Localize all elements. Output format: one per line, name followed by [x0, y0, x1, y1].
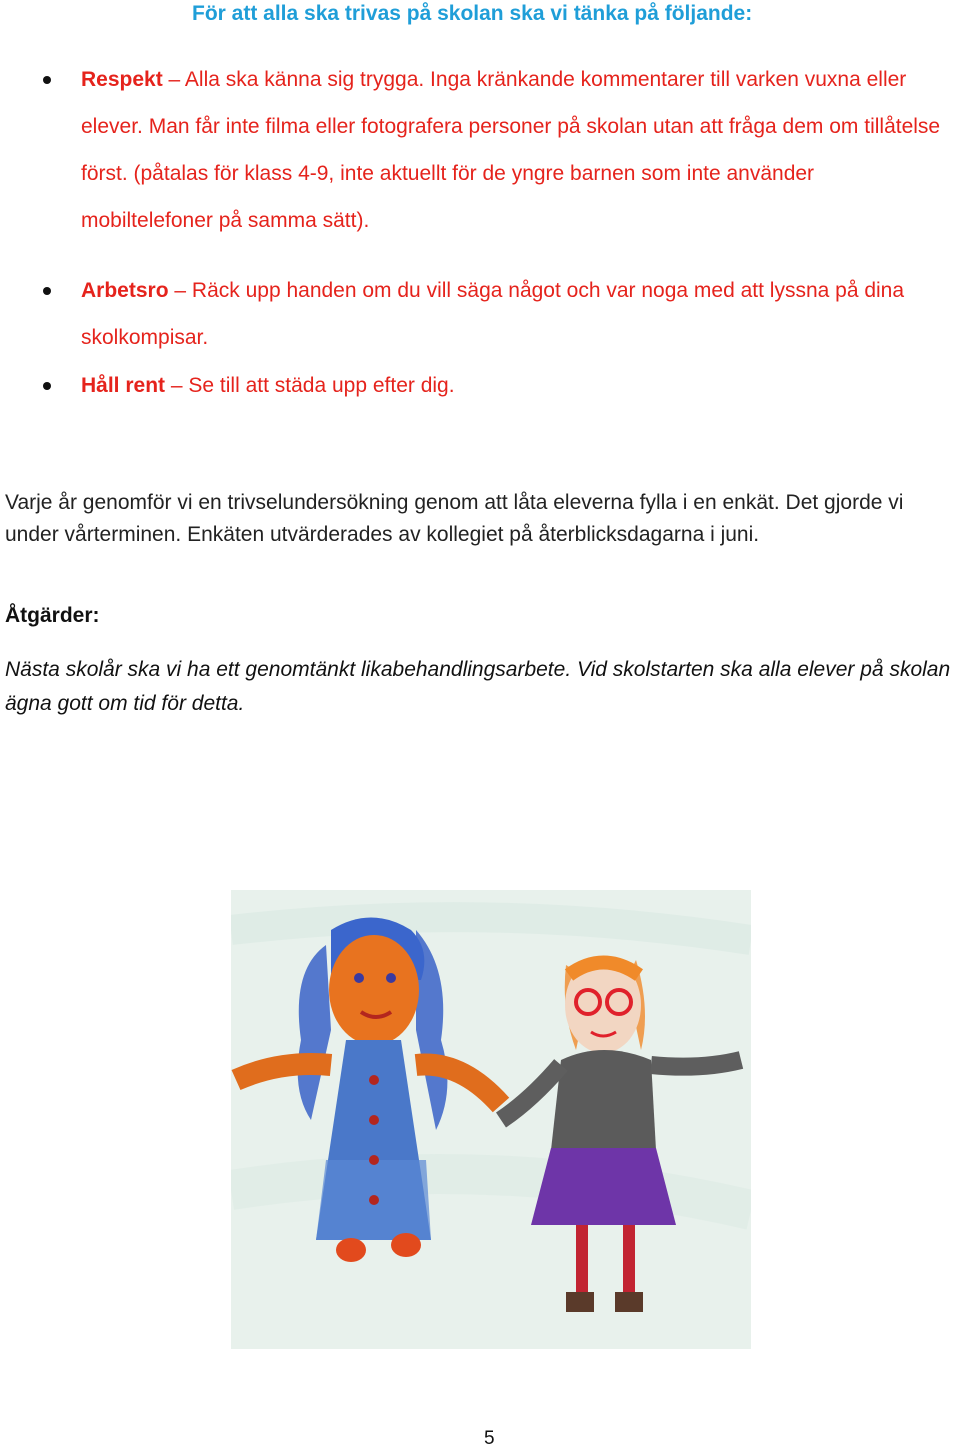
rule-arbetsro: [0, 267, 960, 361]
page-number: 5: [484, 1428, 495, 1449]
rule-dash: –: [174, 279, 187, 302]
rule-text: Se till att städa upp efter dig.: [188, 374, 455, 397]
rule-hall-rent: [0, 362, 960, 409]
rule-title: Arbetsro: [81, 279, 169, 302]
rules-list: [0, 56, 960, 409]
bullet-icon: [43, 382, 51, 390]
bullet-icon: [43, 76, 51, 84]
rule-title: Respekt: [81, 68, 163, 91]
rule-title: Håll rent: [81, 374, 166, 397]
rule-respekt: [0, 56, 960, 244]
actions-paragraph: Nästa skolår ska vi ha ett genomtänkt likabehandlingsarbete. Vid skolstarten ska alla elever på skolan ägna gott om tid för detta.: [5, 658, 951, 715]
child-drawing-image: [231, 890, 751, 1349]
child-drawing-illustration: [231, 890, 751, 1349]
bullet-icon: [43, 287, 51, 295]
survey-paragraph: Varje år genomför vi en trivselundersökning genom att låta eleverna fylla i en enkät. Det gjorde vi under vårterminen. Enkäten utvärderades av kollegiet på återblicksdagarna i juni.: [5, 491, 904, 546]
actions-heading: Åtgärder:: [5, 604, 100, 627]
rule-text: Alla ska känna sig trygga. Inga kränkande kommentarer till varken vuxna eller elever. Man får inte filma eller fotografera personer på skolan utan att fråga dem om tillåtelse först. (påtalas för klass 4-9, inte aktuellt för de yngre barnen som inte använder mobiltelefoner på samma sätt).: [81, 68, 941, 232]
rule-text: Räck upp handen om du vill säga något och var noga med att lyssna på dina skolkompisar.: [81, 279, 905, 349]
rule-dash: –: [170, 374, 183, 397]
rule-dash: –: [168, 68, 181, 91]
section-heading: För att alla ska trivas på skolan ska vi tänka på följande:: [192, 2, 753, 25]
